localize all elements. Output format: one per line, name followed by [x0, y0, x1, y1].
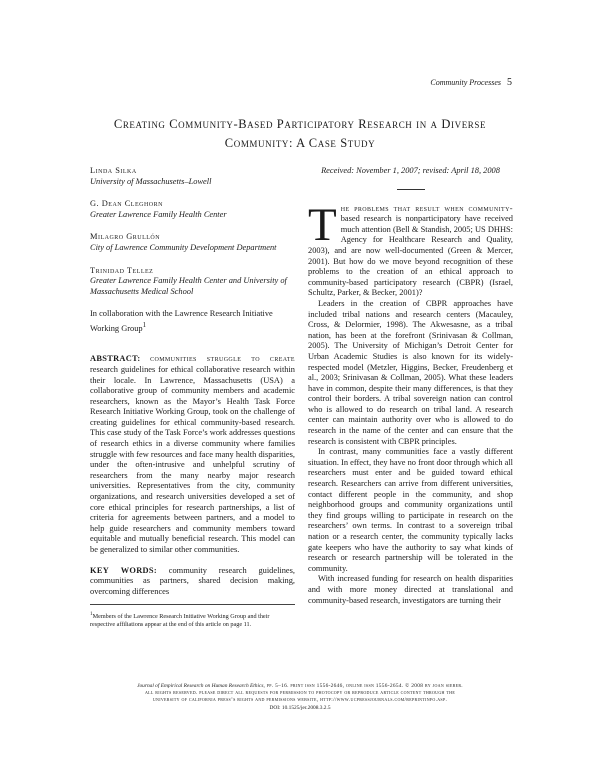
footer-line-3: university of california press’s rights and permissions website, http://www.ucpressjournals.com/reprintinfo.asp. [152, 697, 448, 704]
page-number: 5 [507, 77, 512, 88]
keywords-text: community research guidelines, communities as partners, shared decision making, overcoming differences [90, 565, 295, 596]
body-paragraph: In contrast, many communities face a vastly different situation. In effect, they have no front door through which all researchers must enter and be guided toward ethical research. Researchers can arrive from different universities, contact different people in the community, and shop neighborhood groups and community organizations until they find groups willing to participate in research on the researchers’ own terms. In contrast to a sovereign tribal nation or a research center, the community typically lacks gate keepers who have the authority to say what kinds of research or research partnership will be tolerated in the community. [308, 447, 513, 573]
received-dates: Received: November 1, 2007; revised: April 18, 2008 [321, 166, 500, 175]
footer-doi: DOI: 10.1525/jer.2008.3.2.5 [269, 704, 331, 711]
author-name: Trinidad Tellez [90, 265, 154, 275]
author-affiliation: City of Lawrence Community Development Department [90, 242, 277, 252]
journal-name: Journal of Empirical Research on Human Research Ethics [137, 683, 264, 689]
author-affiliation: Greater Lawrence Family Health Center and University of Massachusetts Medical School [90, 276, 287, 296]
author-block [90, 266, 295, 298]
footer-line-1 [90, 683, 510, 690]
footnote-mark: 1 [142, 320, 147, 329]
collaboration-text: In collaboration with the Lawrence Research Initiative Working Group [90, 309, 273, 333]
abstract-body: research guidelines for ethical collaborative research within their locale. In Lawrence, Massachusetts (USA) a collaborative group of community members and academic researchers, known as the Mayor’s Health Task Force Research Initiative Working Group, took on the challenge of creating guidelines for ethical community-based research. This case study of the Task Force’s work addresses questions of research ethics in a diverse community where families struggle with few resources and face many health disparities, under the often-intrusive and unhelpful scrutiny of researchers from the many nearby major research universities. Representatives from the city, community organizations, and research universities developed a set of core ethical principles for research partnerships, a list of criteria for agreements between partners, and a model to help guide researchers and community members toward equitable and mutually beneficial research. This model can be generalized to similar other communities. [90, 364, 295, 555]
title-line-2: Community: A Case Study [224, 136, 376, 150]
body-paragraph [308, 198, 513, 299]
article-title [90, 115, 510, 153]
footer-issn: , pp. 5–16. print issn 1556-2646, online issn 1556-2654. © 2008 by joan sieber. [263, 683, 463, 689]
keywords [90, 566, 295, 598]
body-paragraph: Leaders in the creation of CBPR approaches have included tribal nations and research centers (Macauley, Cross, & Delormier, 1998). The Akwesasne, as a tribal nation, has been at the forefront (Srinivasan & Collman, 2005). The University of Michigan’s Detroit Center for Urban Academic Studies is also known for its widely-respected model (Metzler, Higgins, Becker, Freudenberg et al., 2003; Srinivasan & Collman, 2005). What these leaders have in common, despite their many differences, is that they control their borders. A tribal sovereign nation can control who is allowed to do research on tribal land. A research center can maintain authority over who is allowed to do research in the name of the center and can ensure that the research is consistent with CBPR principles. [308, 298, 513, 446]
running-title: Community Processes [430, 78, 501, 87]
author-name: Milagro Grullón [90, 232, 161, 242]
title-line-1: Creating Community-Based Participatory Research in a Diverse [113, 117, 487, 131]
footer-line-2: all rights reserved. please direct all requests for permission to photocopy or reproduce article content through the [144, 690, 456, 697]
footnote-text: Members of the Lawrence Research Initiative Working Group and their respective affiliations appear at the end of this article on page 11. [90, 613, 270, 629]
left-column [90, 166, 295, 597]
author-block [90, 199, 295, 220]
author-affiliation: Greater Lawrence Family Health Center [90, 209, 227, 219]
paragraph-text: based research is nonparticipatory have received much attention (Bell & Standish, 2005; US DHHS: Agency for Healthcare Research and Quality, 2003), and are now well-documented (Green & Mercer, 2001). But how do we move beyond recognition of these problems to the creation of an ethical approach to community-based participatory research (CBPR) (Israel, Schultz, Parker, & Becker, 2001)? [308, 214, 513, 298]
section-divider [397, 189, 425, 190]
abstract [90, 354, 295, 555]
author-name: G. Dean Cleghorn [90, 199, 163, 209]
keywords-label: KEY WORDS: [90, 565, 157, 575]
body-paragraph: With increased funding for research on health disparities and with more money directed at translational and community-based research, investigators are turning their [308, 574, 513, 605]
author-name: Linda Silka [90, 166, 137, 175]
right-column [308, 166, 513, 606]
author-block [90, 166, 295, 187]
footnote-number: 1 [90, 611, 93, 617]
author-affiliation: University of Massachusetts–Lowell [90, 176, 212, 186]
journal-footer [90, 683, 510, 712]
author-block [90, 232, 295, 253]
abstract-label: ABSTRACT: [90, 354, 141, 364]
paragraph-lead: he problems that result when community- [340, 203, 513, 213]
abstract-lead: communities struggle to create [150, 354, 295, 364]
drop-cap: T [308, 198, 337, 251]
running-header [430, 77, 512, 88]
collaboration-note [90, 309, 295, 334]
footnote [90, 604, 295, 629]
